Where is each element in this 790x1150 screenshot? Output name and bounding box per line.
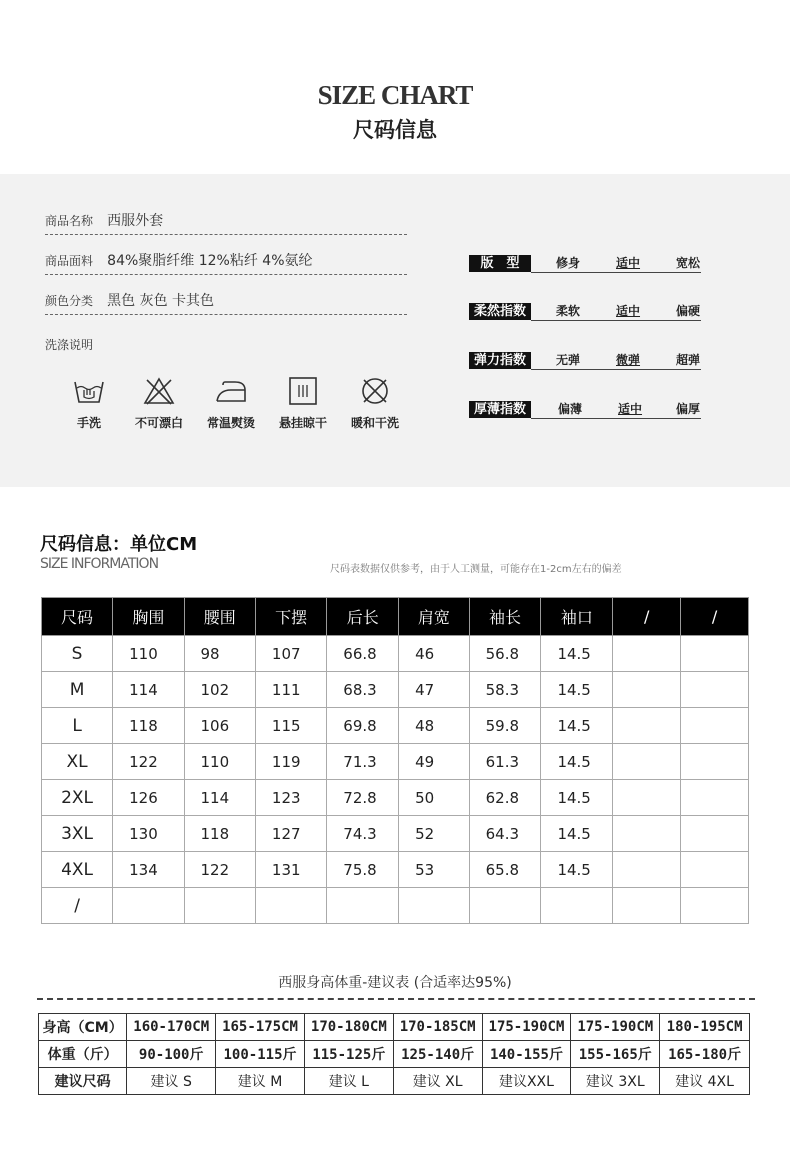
- scale-label: 弹力指数: [469, 352, 531, 369]
- recommendation-cell: 100-115斤: [216, 1041, 305, 1068]
- measure-cell: [681, 780, 749, 816]
- measure-cell: [613, 816, 681, 852]
- size-table-header-cell: 胸围: [113, 598, 184, 636]
- measure-cell: [681, 672, 749, 708]
- measure-cell: [613, 852, 681, 888]
- recommendation-table-body: [39, 1014, 750, 1095]
- size-cell: S: [42, 636, 113, 672]
- scale-softness: [469, 303, 701, 321]
- measure-cell: [184, 888, 255, 924]
- measure-cell: 115: [255, 708, 326, 744]
- measure-cell: 127: [255, 816, 326, 852]
- measure-cell: 130: [113, 816, 184, 852]
- recommendation-cell: 90-100斤: [127, 1041, 216, 1068]
- measure-cell: [327, 888, 399, 924]
- scale-elasticity: [469, 352, 701, 370]
- scale-option: 宽松: [676, 256, 701, 270]
- size-cell: XL: [42, 744, 113, 780]
- measure-cell: 14.5: [541, 780, 613, 816]
- scale-option: 偏薄: [558, 402, 583, 416]
- measure-cell: 64.3: [469, 816, 541, 852]
- measure-cell: 75.8: [327, 852, 399, 888]
- recommendation-cell: 180-195CM: [660, 1014, 750, 1041]
- size-cell: 4XL: [42, 852, 113, 888]
- measure-cell: 98: [184, 636, 255, 672]
- scale-option-selected: 适中: [616, 256, 641, 270]
- measure-cell: 56.8: [469, 636, 541, 672]
- size-table-header-cell: 下摆: [255, 598, 326, 636]
- care-label: 手洗: [76, 416, 101, 430]
- recommendation-cell: 175-190CM: [571, 1014, 660, 1041]
- care-label: 暖和干洗: [350, 416, 399, 430]
- table-row: [42, 888, 749, 924]
- measure-cell: 46: [399, 636, 470, 672]
- recommendation-cell: 160-170CM: [127, 1014, 216, 1041]
- care-hang-dry: [266, 376, 340, 431]
- product-fabric-value: 84%聚脂纤维 12%粘纤 4%氨纶: [107, 253, 313, 269]
- product-color-value: 黑色 灰色 卡其色: [107, 293, 215, 309]
- measure-cell: [681, 708, 749, 744]
- measure-cell: [541, 888, 613, 924]
- no-dry-clean-icon: [358, 376, 392, 406]
- recommendation-cell: 建议XXL: [482, 1068, 571, 1095]
- measure-cell: 111: [255, 672, 326, 708]
- size-info-note: 尺码表数据仅供参考，由于人工测量，可能存在1-2cm左右的偏差: [330, 564, 622, 575]
- measure-cell: 114: [184, 780, 255, 816]
- scale-thickness: [469, 401, 701, 419]
- product-name-row: [45, 208, 407, 235]
- measure-cell: 62.8: [469, 780, 541, 816]
- table-row: [42, 780, 749, 816]
- size-table: [41, 597, 749, 924]
- measure-cell: 58.3: [469, 672, 541, 708]
- measure-cell: 14.5: [541, 852, 613, 888]
- measure-cell: 59.8: [469, 708, 541, 744]
- no-bleach-icon: [142, 376, 176, 406]
- recommendation-cell: 建议 M: [216, 1068, 305, 1095]
- product-fabric-row: [45, 248, 407, 275]
- recommendation-cell: 155-165斤: [571, 1041, 660, 1068]
- care-label: 常温熨烫: [206, 416, 255, 430]
- hand-wash-icon: [72, 376, 106, 406]
- measure-cell: 50: [399, 780, 470, 816]
- care-iron: [194, 376, 268, 431]
- measure-cell: 66.8: [327, 636, 399, 672]
- size-cell: M: [42, 672, 113, 708]
- measure-cell: 52: [399, 816, 470, 852]
- measure-cell: 110: [184, 744, 255, 780]
- scale-label: 厚薄指数: [469, 401, 531, 418]
- measure-cell: 14.5: [541, 636, 613, 672]
- measure-cell: [613, 672, 681, 708]
- care-label: 悬挂晾干: [278, 416, 327, 430]
- recommendation-title: 西服身高体重-建议表 (合适率达95%): [278, 975, 512, 991]
- measure-cell: [613, 780, 681, 816]
- size-table-header-cell: /: [681, 598, 749, 636]
- scale-option: 修身: [556, 256, 581, 270]
- recommendation-row-label: 身高（CM）: [39, 1014, 127, 1041]
- recommendation-cell: 125-140斤: [393, 1041, 482, 1068]
- table-row: [42, 816, 749, 852]
- measure-cell: 74.3: [327, 816, 399, 852]
- measure-cell: 123: [255, 780, 326, 816]
- measure-cell: 14.5: [541, 744, 613, 780]
- measure-cell: 71.3: [327, 744, 399, 780]
- scale-option-selected: 微弹: [616, 353, 641, 367]
- size-cell: 2XL: [42, 780, 113, 816]
- measure-cell: [113, 888, 184, 924]
- recommendation-table: [38, 1013, 750, 1095]
- size-cell: 3XL: [42, 816, 113, 852]
- measure-cell: 119: [255, 744, 326, 780]
- table-row: [42, 708, 749, 744]
- recommendation-cell: 170-180CM: [304, 1014, 393, 1041]
- scale-label: 版 型: [469, 255, 531, 272]
- measure-cell: [399, 888, 470, 924]
- size-table-header: [42, 598, 749, 636]
- product-name-value: 西服外套: [107, 213, 164, 229]
- measure-cell: [613, 744, 681, 780]
- size-table-header-cell: 袖长: [469, 598, 541, 636]
- measure-cell: [469, 888, 541, 924]
- recommendation-cell: 建议 L: [304, 1068, 393, 1095]
- recommendation-row-label: 建议尺码: [39, 1068, 127, 1095]
- page-title-cn: 尺码信息: [353, 118, 437, 142]
- product-fabric-label: 商品面料: [45, 254, 94, 268]
- scale-option-selected: 适中: [618, 402, 643, 416]
- measure-cell: 131: [255, 852, 326, 888]
- measure-cell: 118: [184, 816, 255, 852]
- size-table-header-cell: 尺码: [42, 598, 113, 636]
- recommendation-cell: 170-185CM: [393, 1014, 482, 1041]
- measure-cell: 69.8: [327, 708, 399, 744]
- hang-dry-icon: [286, 376, 320, 406]
- measure-cell: 53: [399, 852, 470, 888]
- measure-cell: [255, 888, 326, 924]
- measure-cell: [681, 888, 749, 924]
- measure-cell: 72.8: [327, 780, 399, 816]
- measure-cell: 102: [184, 672, 255, 708]
- measure-cell: 118: [113, 708, 184, 744]
- table-row: [42, 636, 749, 672]
- measure-cell: [681, 852, 749, 888]
- measure-cell: [613, 708, 681, 744]
- size-table-header-cell: /: [613, 598, 681, 636]
- measure-cell: 65.8: [469, 852, 541, 888]
- scale-option-selected: 适中: [616, 304, 641, 318]
- measure-cell: [681, 816, 749, 852]
- table-row: [42, 672, 749, 708]
- size-table-body: [42, 636, 749, 924]
- table-row: [42, 852, 749, 888]
- scale-option: 偏厚: [676, 402, 701, 416]
- measure-cell: 14.5: [541, 816, 613, 852]
- scale-option: 柔软: [556, 304, 581, 318]
- recommendation-cell: 建议 XL: [393, 1068, 482, 1095]
- recommendation-cell: 建议 3XL: [571, 1068, 660, 1095]
- size-cell: /: [42, 888, 113, 924]
- care-no-bleach: [122, 376, 196, 431]
- product-color-label: 颜色分类: [45, 294, 94, 308]
- measure-cell: 122: [184, 852, 255, 888]
- measure-cell: 68.3: [327, 672, 399, 708]
- scale-option: 偏硬: [676, 304, 701, 318]
- scale-option: 超弹: [676, 353, 701, 367]
- recommendation-divider: [37, 998, 755, 1000]
- recommendation-cell: 115-125斤: [304, 1041, 393, 1068]
- size-table-header-cell: 后长: [327, 598, 399, 636]
- size-cell: L: [42, 708, 113, 744]
- measure-cell: 126: [113, 780, 184, 816]
- scale-option: 无弹: [556, 353, 581, 367]
- size-info-title: 尺码信息：单位CM: [40, 534, 198, 555]
- iron-icon: [213, 376, 249, 406]
- recommendation-cell: 建议 4XL: [660, 1068, 750, 1095]
- product-name-label: 商品名称: [45, 214, 94, 228]
- recommendation-cell: 165-175CM: [216, 1014, 305, 1041]
- measure-cell: 110: [113, 636, 184, 672]
- table-row: [39, 1014, 750, 1041]
- table-row: [39, 1041, 750, 1068]
- recommendation-row-label: 体重（斤）: [39, 1041, 127, 1068]
- recommendation-cell: 建议 S: [127, 1068, 216, 1095]
- recommendation-cell: 165-180斤: [660, 1041, 750, 1068]
- measure-cell: 122: [113, 744, 184, 780]
- size-table-header-cell: 肩宽: [399, 598, 470, 636]
- measure-cell: [613, 636, 681, 672]
- page-title-en: SIZE CHART: [317, 80, 473, 110]
- measure-cell: [681, 744, 749, 780]
- measure-cell: [613, 888, 681, 924]
- measure-cell: 134: [113, 852, 184, 888]
- size-info-subtitle: SIZE INFORMATION: [40, 556, 159, 572]
- scale-fit: [469, 255, 701, 273]
- recommendation-cell: 175-190CM: [482, 1014, 571, 1041]
- care-no-dry-clean: [338, 376, 412, 431]
- size-table-header-cell: 袖口: [541, 598, 613, 636]
- measure-cell: [681, 636, 749, 672]
- table-row: [39, 1068, 750, 1095]
- measure-cell: 107: [255, 636, 326, 672]
- scale-label: 柔然指数: [469, 303, 531, 320]
- measure-cell: 114: [113, 672, 184, 708]
- measure-cell: 106: [184, 708, 255, 744]
- size-table-header-cell: 腰围: [184, 598, 255, 636]
- measure-cell: 61.3: [469, 744, 541, 780]
- recommendation-cell: 140-155斤: [482, 1041, 571, 1068]
- measure-cell: 49: [399, 744, 470, 780]
- measure-cell: 47: [399, 672, 470, 708]
- table-row: [42, 744, 749, 780]
- measure-cell: 48: [399, 708, 470, 744]
- care-hand-wash: [52, 376, 126, 431]
- wash-instructions-label: 洗涤说明: [45, 338, 94, 352]
- measure-cell: 14.5: [541, 672, 613, 708]
- care-label: 不可漂白: [134, 416, 183, 430]
- measure-cell: 14.5: [541, 708, 613, 744]
- product-color-row: [45, 288, 407, 315]
